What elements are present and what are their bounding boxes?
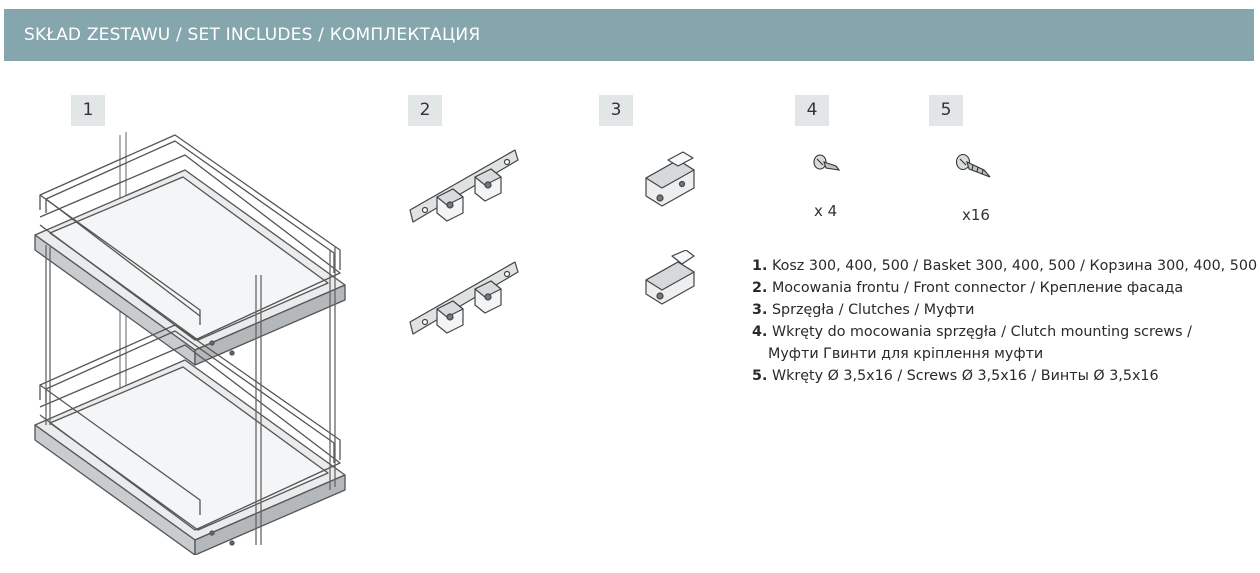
quantity-item-5: x16: [962, 206, 990, 224]
legend-item-3: 3. Sprzęgła / Clutches / Муфти: [752, 302, 975, 318]
front-connector-illustration: [405, 145, 525, 235]
long-screw-icon: [954, 152, 994, 182]
clutch-illustration: [638, 148, 703, 208]
legend-item-1: 1. Kosz 300, 400, 500 / Basket 300, 400, 500 / Корзина 300, 400, 500: [752, 258, 1258, 274]
clutch-illustration-2: [638, 250, 703, 310]
legend-item-4: 4. Wkręty do mocowania sprzęgła / Clutch mounting screws /: [752, 324, 1192, 340]
item-number-5: 5: [929, 95, 963, 126]
basket-illustration: [20, 125, 360, 555]
section-title: SKŁAD ZESTAWU / SET INCLUDES / КОМПЛЕКТАЦИЯ: [24, 25, 481, 45]
legend-item-2: 2. Mocowania frontu / Front connector / Крепление фасада: [752, 280, 1184, 296]
legend-item-5: 5. Wkręty Ø 3,5x16 / Screws Ø 3,5x16 / Винты Ø 3,5x16: [752, 368, 1159, 384]
item-number-2: 2: [408, 95, 442, 126]
item-number-1: 1: [71, 95, 105, 126]
item-number-4: 4: [795, 95, 829, 126]
legend-item-4-continuation: Муфти Гвинти для кріплення муфти: [768, 346, 1044, 362]
short-screw-icon: [812, 152, 842, 178]
item-number-3: 3: [599, 95, 633, 126]
section-header: [4, 9, 1254, 61]
quantity-item-4: x 4: [814, 202, 838, 220]
parts-legend: [752, 255, 1257, 387]
front-connector-illustration-2: [405, 257, 525, 347]
